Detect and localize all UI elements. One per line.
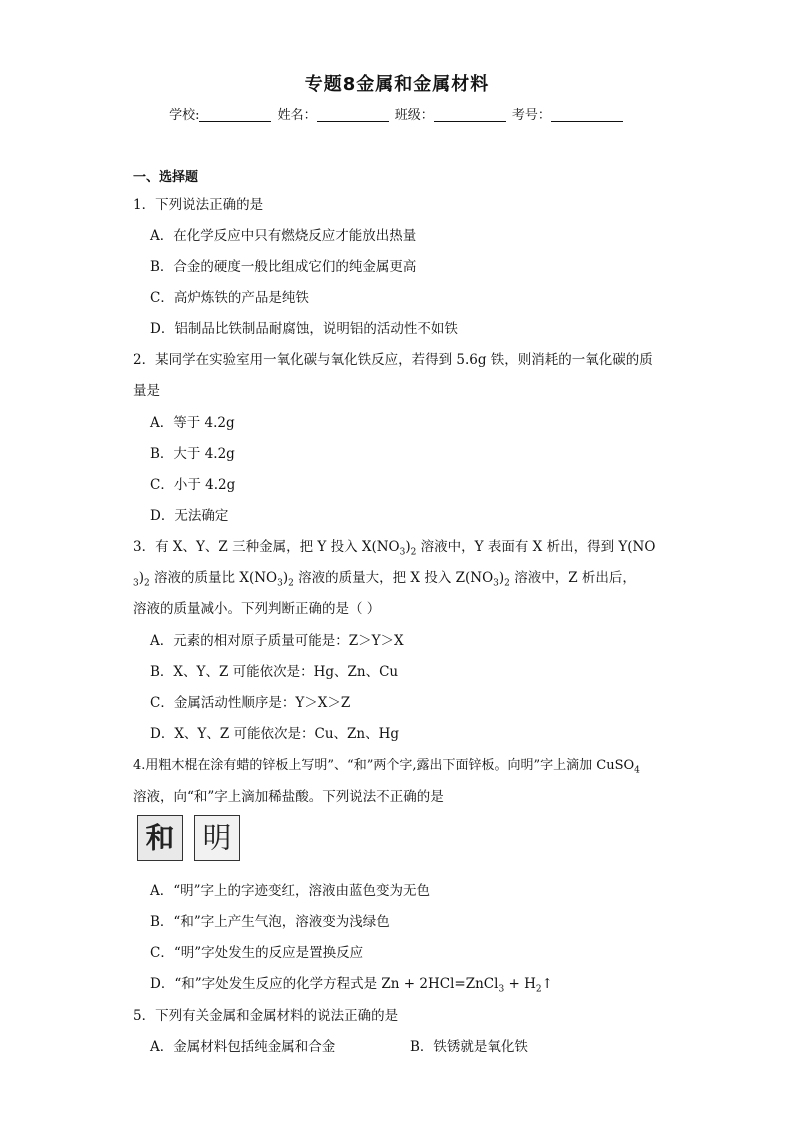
question-5-option-a[interactable]: A．金属材料包括纯金属和合金 [150, 1039, 336, 1055]
ming-character-image [194, 815, 240, 861]
ming-glyph [195, 816, 239, 860]
exam-no-blank[interactable] [551, 107, 623, 122]
question-1-option-d[interactable]: D．铝制品比铁制品耐腐蚀，说明铝的活动性不如铁 [150, 321, 458, 337]
question-3-stem-line-3: 溶液的质量减小。下列判断正确的是（ ） [133, 601, 381, 617]
svg-text:明: 明 [202, 820, 232, 855]
exam-no-label: 考号： [511, 108, 551, 123]
question-3-option-a[interactable]: A．元素的相对原子质量可能是：Z＞Y＞X [150, 633, 404, 649]
question-3-option-b[interactable]: B．X、Y、Z 可能依次是：Hg、Zn、Cu [150, 664, 399, 680]
question-4-option-c[interactable]: C．“明”字处发生的反应是置换反应 [150, 945, 364, 961]
question-4-option-a[interactable]: A．“明”字上的字迹变红，溶液由蓝色变为无色 [150, 883, 431, 899]
he-glyph [138, 816, 182, 860]
question-4-stem-line-1: 4.用粗木棍在涂有蜡的锌板上写明”、“和”两个字,露出下面锌板。向明”字上滴加 CuSO$_4$ [133, 758, 640, 776]
question-2-stem-line-2: 量是 [133, 383, 160, 399]
svg-text:和: 和 [145, 820, 175, 855]
question-2-stem-line-1: 2．某同学在实验室用一氧化碳与氧化铁反应，若得到 5.6g 铁，则消耗的一氧化碳的质 [133, 352, 653, 368]
school-blank[interactable] [199, 107, 271, 122]
question-4-stem-line-2: 溶液，向“和”字上滴加稀盐酸。下列说法不正确的是 [133, 789, 444, 805]
section-heading: 一、选择题 [133, 170, 199, 185]
question-2-option-c[interactable]: C．小于 4.2g [150, 477, 236, 493]
he-character-image [137, 815, 183, 861]
page-title: 专题8金属和金属材料 [304, 74, 490, 95]
name-label: 姓名： [277, 108, 317, 123]
question-4-option-b[interactable]: B．“和”字上产生气泡，溶液变为浅绿色 [150, 914, 390, 930]
question-1-option-b[interactable]: B．合金的硬度一般比组成它们的纯金属更高 [150, 259, 417, 275]
student-info-row [0, 104, 794, 123]
question-2-option-a[interactable]: A．等于 4.2g [150, 415, 235, 431]
question-5-stem: 5．下列有关金属和金属材料的说法正确的是 [133, 1008, 399, 1024]
school-label: 学校: [169, 108, 200, 123]
name-blank[interactable] [317, 107, 389, 122]
question-2-option-b[interactable]: B．大于 4.2g [150, 446, 235, 462]
question-3-option-c[interactable]: C．金属活动性顺序是：Y＞X＞Z [150, 695, 351, 711]
question-3-stem-line-1: 3．有 X、Y、Z 三种金属，把 Y 投入 $X(NO_3)_2$ 溶液中，Y 表面有 X 析出，得到 Y(NO [133, 539, 656, 558]
question-3-stem-line-2: $_3)_2$ 溶液的质量比 $X(NO_3)_2$ 溶液的质量大，把 X 投入 $Z(NO_3)_2$ 溶液中，Z 析出后， [133, 570, 636, 589]
question-1-option-a[interactable]: A．在化学反应中只有燃烧反应才能放出热量 [150, 228, 417, 244]
question-1-option-c[interactable]: C．高炉炼铁的产品是纯铁 [150, 290, 309, 306]
class-blank[interactable] [434, 107, 506, 122]
question-5-option-b[interactable]: B．铁锈就是氧化铁 [410, 1039, 528, 1055]
question-1-stem: 1．下列说法正确的是 [133, 197, 264, 213]
question-4-option-d[interactable]: D．“和”字处发生反应的化学方程式是 Zn + 2HCl=ZnCl$_3$ + $H_2↑$ [150, 976, 553, 995]
question-3-option-d[interactable]: D．X、Y、Z 可能依次是：Cu、Zn、Hg [150, 726, 400, 742]
question-2-option-d[interactable]: D．无法确定 [150, 508, 229, 524]
class-label: 班级： [394, 108, 434, 123]
